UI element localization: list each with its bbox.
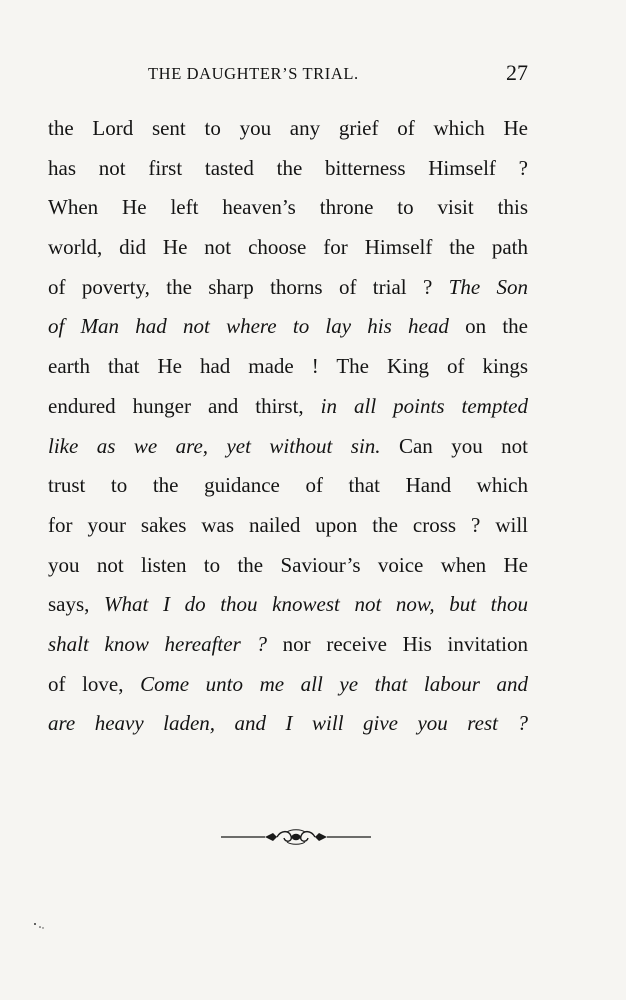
text-segment: When He left heaven’s throne to visit this [48,195,528,220]
italic-text: are heavy laden, and I will give you rest ? [48,711,528,736]
text-line [48,546,528,586]
italic-text: What I do thou knowest not now, but thou [104,592,529,617]
text-segment: on the [448,314,528,339]
text-line [48,585,528,625]
text-line [48,347,528,387]
italic-text: of Man had not where to lay his head [48,314,449,339]
text-line [48,466,528,506]
text-segment: nor receive His invitation [266,631,528,656]
text-segment: earth that He had made ! The King of kings [48,354,528,379]
text-line [48,625,528,665]
text-line [48,149,528,189]
italic-text: shalt know hereafter ? [48,631,267,656]
ornament-divider [221,828,371,846]
print-specks [32,918,52,928]
text-line [48,268,528,308]
ornament-flourish-icon [221,828,371,846]
text-segment: you not listen to the Saviour’s voice when He [48,552,528,577]
text-line [48,427,528,467]
text-line [48,307,528,347]
italic-text: in all points tempted [320,393,528,418]
text-segment: Can you not [380,433,528,458]
text-line [48,506,528,546]
text-segment: trust to the guidance of that Hand which [48,473,528,498]
text-segment: for your sakes was nailed upon the cross ? will [48,512,528,537]
text-segment: has not first tasted the bitterness Himself ? [48,155,528,180]
italic-text: Come unto me all ye that labour and [140,671,528,696]
italic-text: like as we are, yet without sin. [48,433,381,458]
text-line [48,228,528,268]
running-title: THE DAUGHTER’S TRIAL. [148,64,359,83]
page-number: 27 [506,60,528,85]
text-segment: the Lord sent to you any grief of which He [48,116,528,140]
italic-text: The Son [448,274,528,299]
text-segment: of love, [48,671,141,696]
text-segment: says, [48,592,105,617]
text-segment: world, did He not choose for Himself the path [48,235,528,260]
page-header [48,60,528,92]
text-line [48,704,528,744]
text-segment: of poverty, the sharp thorns of trial ? [48,274,449,299]
text-line [48,665,528,705]
body-text [48,109,528,744]
text-segment: endured hunger and thirst, [48,393,321,418]
text-line [48,109,528,149]
text-line [48,387,528,427]
text-line [48,188,528,228]
